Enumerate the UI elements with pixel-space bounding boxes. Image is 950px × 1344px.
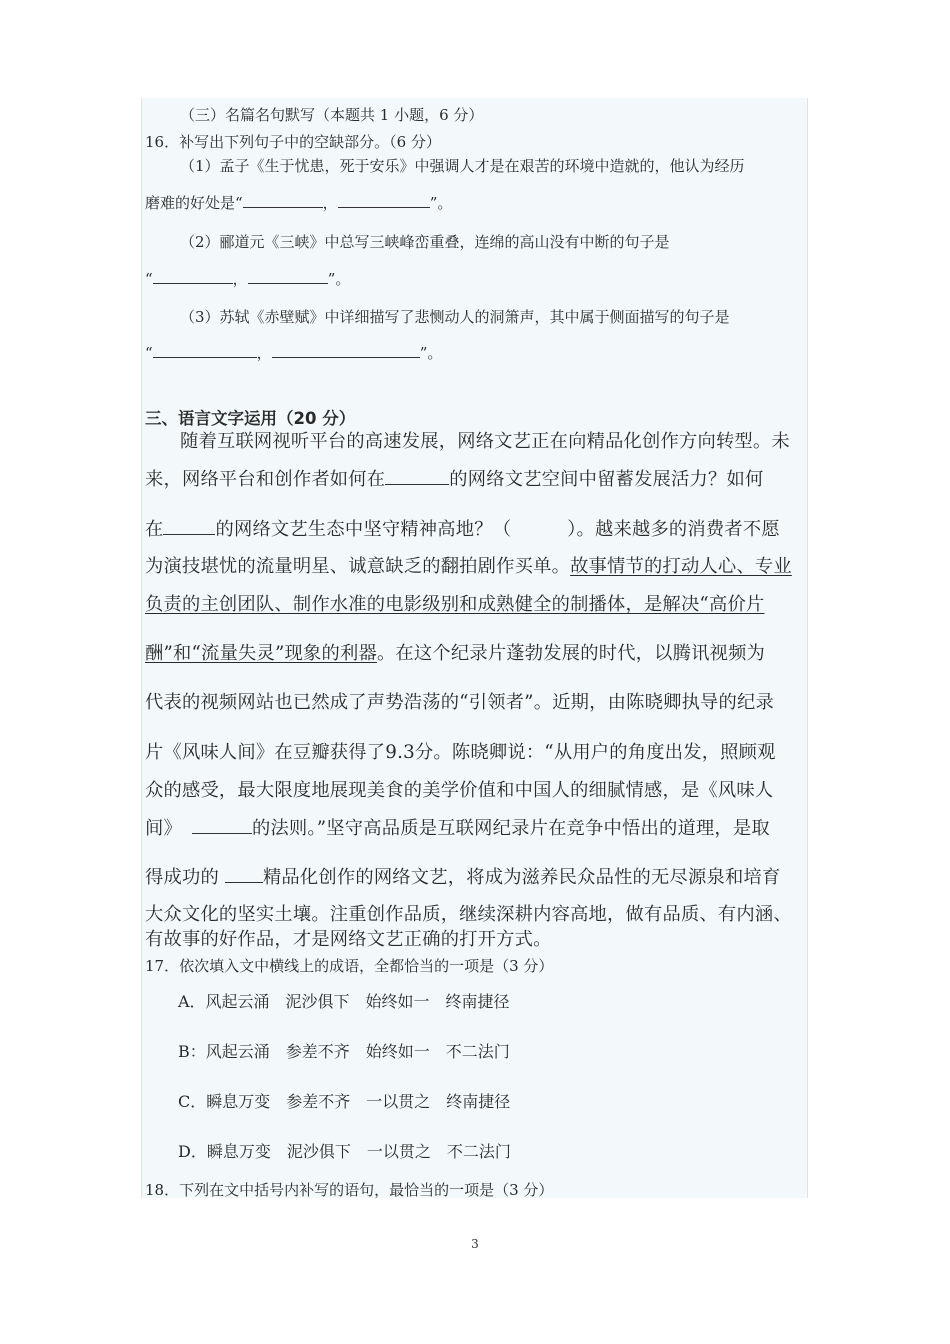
q16-item3-end: ”。 [419, 344, 443, 362]
section-heading-language: 三、语言文字运用（20 分） [145, 409, 356, 428]
passage-text: 来，网络平台和创作者如何在 [145, 469, 386, 490]
q16-item2-end: ”。 [327, 270, 351, 288]
fill-blank[interactable] [225, 864, 263, 883]
q17-option-c[interactable]: C．瞬息万变 参差不齐 一以贯之 终南捷径 [178, 1092, 511, 1111]
passage-line-11 [145, 863, 780, 889]
passage-line-7: 代表的视频网站也已然成了声势浩荡的“引领者”。近期，由陈晓卿执导的纪录 [145, 692, 774, 713]
question-18-prompt: 18．下列在文中括号内补写的语句，最恰当的一项是（3 分） [145, 1181, 554, 1199]
q16-item1-line1: （1）孟子《生于忧患，死于安乐》中强调人才是在艰苦的环境中造就的，他认为经历 [180, 157, 745, 175]
q16-item2-line2 [145, 268, 350, 289]
passage-line-1: 随着互联网视听平台的高速发展，网络文艺正在向精品化创作方向转型。未 [180, 431, 790, 452]
q16-item3-sep: ， [256, 344, 272, 362]
passage-text: 精品化创作的网络文艺，将成为滋养民众品性的无尽源泉和培育 [262, 867, 781, 888]
passage-text: 的网络文艺空间中留蓄发展活力？如何 [449, 469, 764, 490]
passage-text: 在 [145, 519, 164, 540]
underlined-sentence: 酬”和“流量失灵”现象的利器 [145, 643, 377, 664]
question-17-prompt: 17．依次填入文中横线上的成语，全都恰当的一项是（3 分） [145, 957, 554, 975]
q16-item3-open: “ [145, 344, 153, 362]
passage-text: 的法则。”坚守高品质是互联网纪录片在竞争中悟出的道理，是取 [251, 818, 770, 839]
section-heading-famous-quotes: （三）名篇名句默写（本题共 1 小题，6 分） [180, 106, 484, 124]
fill-blank[interactable] [153, 268, 233, 284]
q16-item2-open: “ [145, 270, 153, 288]
passage-text: 。在这个纪录片蓬勃发展的时代，以腾讯视频为 [376, 643, 766, 664]
q17-option-b[interactable]: B：风起云涌 参差不齐 始终如一 不二法门 [178, 1042, 510, 1061]
q16-item1-sep: ， [322, 194, 338, 212]
passage-line-12: 大众文化的坚实土壤。注重创作品质，继续深耕内容高地，做有品质、有内涵、 [145, 904, 792, 925]
q16-item2-sep: ， [232, 270, 248, 288]
fill-blank[interactable] [385, 466, 449, 485]
fill-blank[interactable] [243, 192, 323, 208]
fill-blank[interactable] [153, 342, 257, 358]
passage-line-2 [145, 465, 763, 491]
fill-blank[interactable] [338, 192, 430, 208]
passage-text: ）。越来越多的消费者不愿 [567, 519, 780, 540]
passage-line-6 [145, 639, 765, 665]
question-16-prompt: 16．补写出下列句子中的空缺部分。（6 分） [145, 133, 441, 151]
passage-line-10 [145, 814, 770, 840]
q16-item3-line1: （3）苏轼《赤壁赋》中详细描写了悲恻动人的洞箫声，其中属于侧面描写的句子是 [180, 308, 730, 326]
passage-line-13: 有故事的好作品，才是网络文艺正确的打开方式。 [145, 929, 552, 950]
underlined-sentence: 故事情节的打动人心、专业 [570, 556, 792, 577]
passage-line-5: 负责的主创团队、制作水准的电影级别和成熟健全的制播体，是解决“高价片 [145, 594, 765, 615]
page-number: 3 [471, 1237, 479, 1251]
passage-text: 为演技堪忧的流量明星、诚意缺乏的翻拍剧作买单。 [145, 556, 571, 577]
passage-line-8: 片《风味人间》在豆瓣获得了9.3分。陈晓卿说：“从用户的角度出发，照顾观 [145, 742, 776, 763]
fill-blank[interactable] [163, 516, 215, 535]
passage-line-3 [145, 515, 780, 541]
fill-blank[interactable] [272, 342, 420, 358]
q16-item2-line1: （2）郦道元《三峡》中总写三峡峰峦重叠，连绵的高山没有中断的句子是 [180, 233, 670, 251]
q16-item1-line2 [145, 192, 452, 213]
passage-text: 的网络文艺生态中坚守精神高地？（ [215, 519, 512, 540]
fill-blank[interactable] [192, 815, 252, 834]
passage-text: 间》 [145, 818, 182, 839]
q16-item3-line2 [145, 342, 442, 363]
q16-item1-prefix: 磨难的好处是“ [145, 194, 243, 212]
q17-option-d[interactable]: D．瞬息万变 泥沙俱下 一以贯之 不二法门 [178, 1142, 511, 1161]
q16-item1-end: ”。 [429, 194, 453, 212]
fill-blank[interactable] [248, 268, 328, 284]
passage-line-9: 众的感受，最大限度地展现美食的美学价值和中国人的细腻情感，是《风味人 [145, 780, 774, 801]
q17-option-a[interactable]: A．风起云涌 泥沙俱下 始终如一 终南捷径 [178, 992, 510, 1011]
passage-line-4 [145, 552, 792, 578]
passage-text: 得成功的 [145, 867, 219, 888]
